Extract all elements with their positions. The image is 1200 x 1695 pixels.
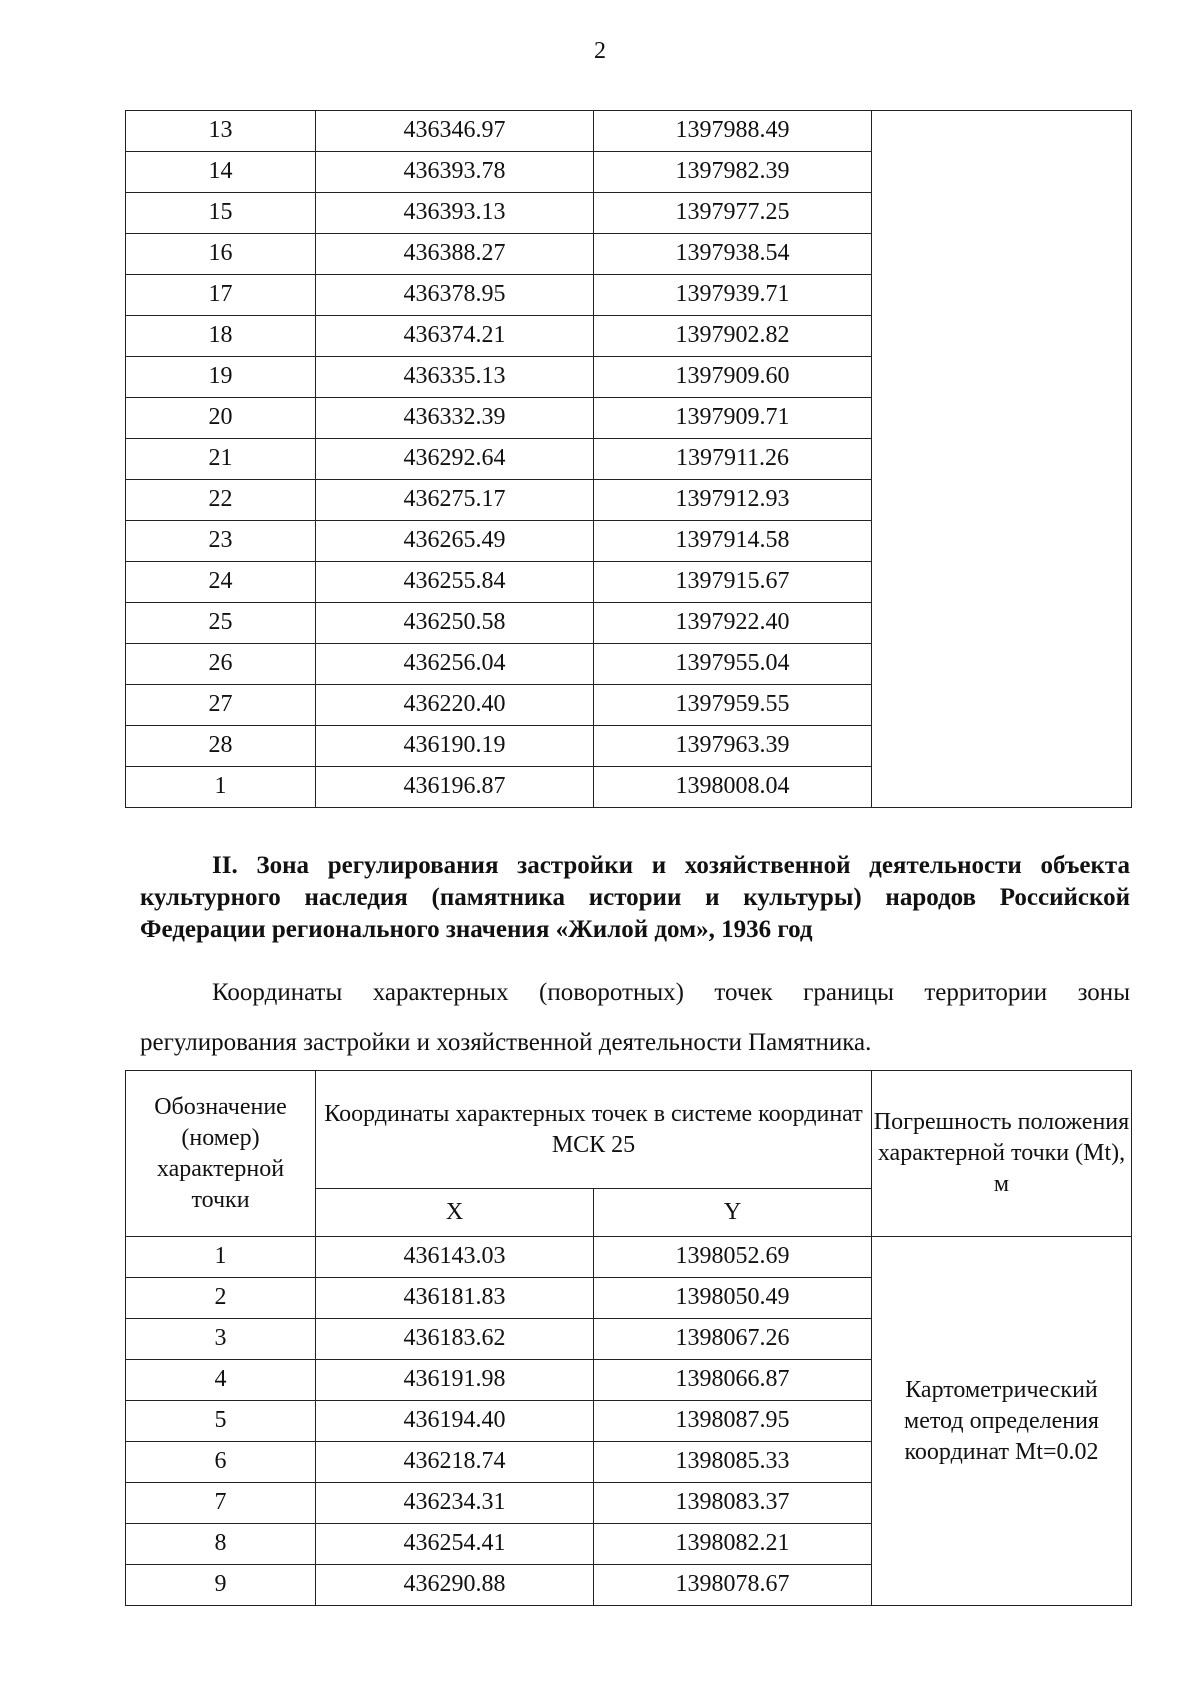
coordinate-y: 1398067.26 bbox=[594, 1319, 872, 1360]
section-heading: II. Зона регулирования застройки и хозяйственной деятельности объекта культурного наследия (памятника истории и культуры) народов Российской Федерации регионального значения «Жилой дом», 1936 год bbox=[140, 852, 1130, 943]
coordinate-x: 436290.88 bbox=[316, 1565, 594, 1606]
point-number: 6 bbox=[126, 1442, 316, 1483]
coordinate-y: 1398082.21 bbox=[594, 1524, 872, 1565]
method-note: Картометрический метод определения координат Mt=0.02 bbox=[872, 1237, 1132, 1606]
header-x: X bbox=[316, 1189, 594, 1237]
coordinate-x: 436346.97 bbox=[316, 111, 594, 152]
coordinate-y: 1397982.39 bbox=[594, 152, 872, 193]
coordinate-y: 1397977.25 bbox=[594, 193, 872, 234]
coordinates-table-continued bbox=[125, 110, 1132, 808]
coordinate-x: 436393.13 bbox=[316, 193, 594, 234]
table-row bbox=[126, 111, 1132, 152]
coordinate-y: 1398083.37 bbox=[594, 1483, 872, 1524]
point-number: 3 bbox=[126, 1319, 316, 1360]
coordinate-y: 1397912.93 bbox=[594, 480, 872, 521]
point-number: 4 bbox=[126, 1360, 316, 1401]
coordinate-x: 436194.40 bbox=[316, 1401, 594, 1442]
point-number: 17 bbox=[126, 275, 316, 316]
header-y: Y bbox=[594, 1189, 872, 1237]
coordinate-y: 1398087.95 bbox=[594, 1401, 872, 1442]
coordinate-y: 1398078.67 bbox=[594, 1565, 872, 1606]
coordinate-y: 1397963.39 bbox=[594, 726, 872, 767]
coordinate-x: 436218.74 bbox=[316, 1442, 594, 1483]
coordinate-y: 1397939.71 bbox=[594, 275, 872, 316]
error-cell-empty bbox=[872, 111, 1132, 808]
point-number: 21 bbox=[126, 439, 316, 480]
point-number: 8 bbox=[126, 1524, 316, 1565]
coordinate-x: 436254.41 bbox=[316, 1524, 594, 1565]
point-number: 16 bbox=[126, 234, 316, 275]
point-number: 7 bbox=[126, 1483, 316, 1524]
point-number: 24 bbox=[126, 562, 316, 603]
coordinate-x: 436255.84 bbox=[316, 562, 594, 603]
coordinate-y: 1398008.04 bbox=[594, 767, 872, 808]
coordinate-x: 436335.13 bbox=[316, 357, 594, 398]
coordinate-x: 436374.21 bbox=[316, 316, 594, 357]
point-number: 20 bbox=[126, 398, 316, 439]
page-number: 2 bbox=[594, 38, 606, 64]
point-number: 27 bbox=[126, 685, 316, 726]
coordinate-x: 436292.64 bbox=[316, 439, 594, 480]
coordinate-y: 1397902.82 bbox=[594, 316, 872, 357]
coordinate-x: 436275.17 bbox=[316, 480, 594, 521]
header-error: Погрешность положения характерной точки (Mt), м bbox=[872, 1071, 1132, 1237]
header-coordinates: Координаты характерных точек в системе координат МСК 25 bbox=[316, 1071, 872, 1189]
point-number: 26 bbox=[126, 644, 316, 685]
section-paragraph: Координаты характерных (поворотных) точек границы территории зоны регулирования застройки и хозяйственной деятельности Памятника. bbox=[140, 979, 1130, 1056]
coordinate-x: 436191.98 bbox=[316, 1360, 594, 1401]
point-number: 22 bbox=[126, 480, 316, 521]
coordinate-x: 436388.27 bbox=[316, 234, 594, 275]
point-number: 19 bbox=[126, 357, 316, 398]
point-number: 25 bbox=[126, 603, 316, 644]
coordinate-x: 436181.83 bbox=[316, 1278, 594, 1319]
coordinate-y: 1398066.87 bbox=[594, 1360, 872, 1401]
coordinate-y: 1397914.58 bbox=[594, 521, 872, 562]
coordinate-y: 1397911.26 bbox=[594, 439, 872, 480]
coordinate-x: 436265.49 bbox=[316, 521, 594, 562]
coordinate-y: 1397988.49 bbox=[594, 111, 872, 152]
header-designation: Обозначение (номер) характерной точки bbox=[126, 1071, 316, 1237]
point-number: 18 bbox=[126, 316, 316, 357]
coordinate-y: 1397959.55 bbox=[594, 685, 872, 726]
coordinate-x: 436190.19 bbox=[316, 726, 594, 767]
coordinate-x: 436143.03 bbox=[316, 1237, 594, 1278]
coordinate-y: 1397909.71 bbox=[594, 398, 872, 439]
point-number: 1 bbox=[126, 767, 316, 808]
point-number: 14 bbox=[126, 152, 316, 193]
coordinate-y: 1397915.67 bbox=[594, 562, 872, 603]
point-number: 15 bbox=[126, 193, 316, 234]
coordinate-y: 1397955.04 bbox=[594, 644, 872, 685]
coordinate-y: 1398085.33 bbox=[594, 1442, 872, 1483]
point-number: 9 bbox=[126, 1565, 316, 1606]
point-number: 13 bbox=[126, 111, 316, 152]
coordinate-x: 436256.04 bbox=[316, 644, 594, 685]
coordinate-x: 436332.39 bbox=[316, 398, 594, 439]
coordinate-y: 1398050.49 bbox=[594, 1278, 872, 1319]
coordinate-x: 436196.87 bbox=[316, 767, 594, 808]
coordinate-y: 1397909.60 bbox=[594, 357, 872, 398]
zone-coordinates-table bbox=[125, 1070, 1132, 1606]
coordinate-x: 436378.95 bbox=[316, 275, 594, 316]
point-number: 2 bbox=[126, 1278, 316, 1319]
coordinate-x: 436234.31 bbox=[316, 1483, 594, 1524]
coordinate-x: 436393.78 bbox=[316, 152, 594, 193]
point-number: 23 bbox=[126, 521, 316, 562]
point-number: 5 bbox=[126, 1401, 316, 1442]
coordinate-x: 436220.40 bbox=[316, 685, 594, 726]
coordinate-x: 436250.58 bbox=[316, 603, 594, 644]
coordinate-y: 1397922.40 bbox=[594, 603, 872, 644]
coordinate-x: 436183.62 bbox=[316, 1319, 594, 1360]
coordinate-y: 1397938.54 bbox=[594, 234, 872, 275]
point-number: 1 bbox=[126, 1237, 316, 1278]
coordinate-y: 1398052.69 bbox=[594, 1237, 872, 1278]
table-row bbox=[126, 1237, 1132, 1278]
point-number: 28 bbox=[126, 726, 316, 767]
